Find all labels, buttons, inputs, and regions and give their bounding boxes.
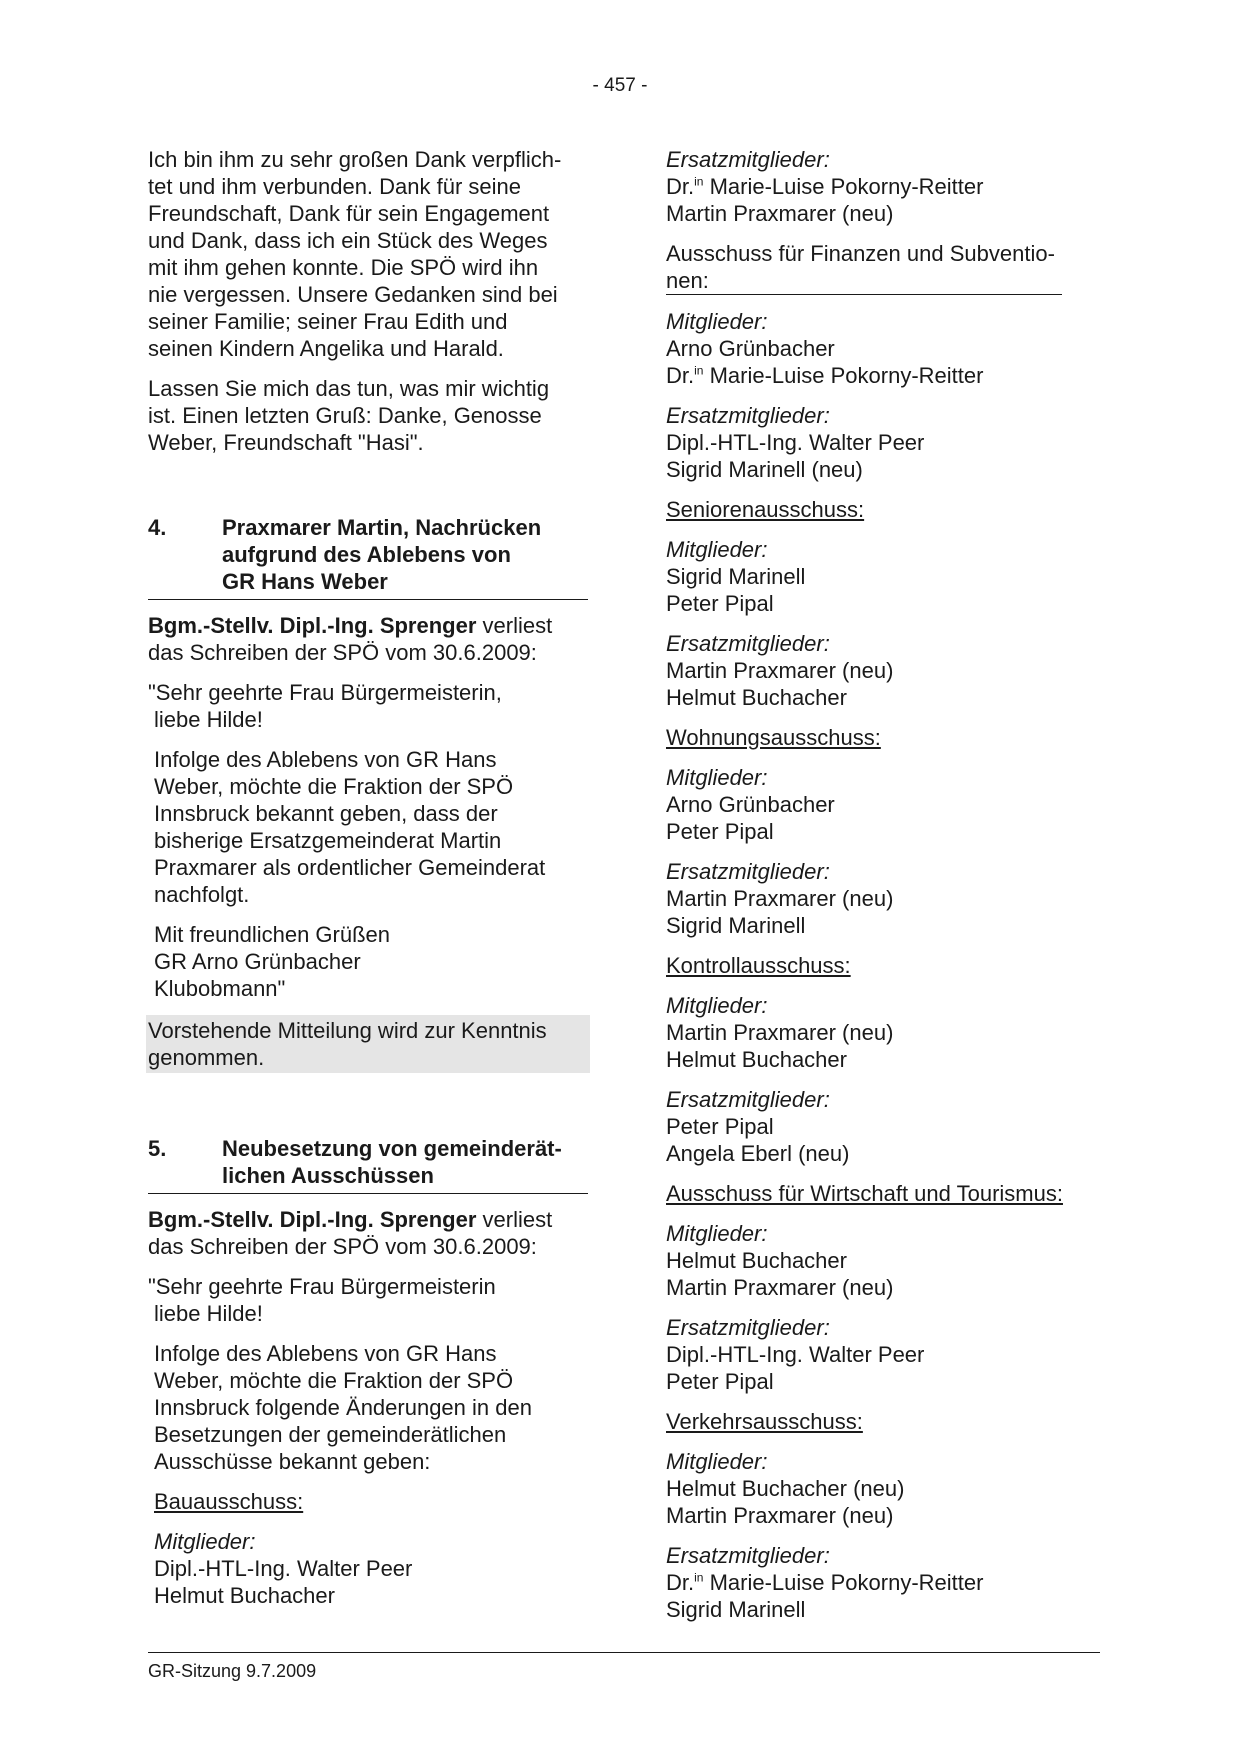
section-4-heading [148, 514, 588, 600]
intro-paragraph: Ich bin ihm zu sehr großen Dank verpflich- tet und ihm verbunden. Dank für seine Freundschaft, Dank für sein Engagement und Dank, dass ich ein Stück des Weges mit ihm gehen konnte. Die SPÖ wird ihn nie vergessen. Unsere Gedanken sind bei seiner Familie; seiner Frau Edith und seinen Kindern Angelika und Harald. [148, 147, 562, 361]
letter-body: Infolge des Ablebens von GR Hans Weber, möchte die Fraktion der SPÖ Innsbruck bekannt geben, dass der bisherige Ersatzgemeinderat Martin Praxmarer als ordentlicher Gemeinderat nachfolgt. [154, 747, 546, 907]
speaker-name: Bgm.-Stellv. Dipl.-Ing. Sprenger [148, 613, 477, 638]
left-column [148, 146, 588, 1622]
bau-substitutes: Ersatzmitglieder: Dr.$^{in}$ Marie-Luise Pokorny-Reitter Martin Praxmarer (neu) [666, 147, 984, 226]
committee-bau-members: Mitglieder: Dipl.-HTL-Ing. Walter Peer Helmut Buchacher [154, 1529, 413, 1608]
committee-senioren-title: Seniorenausschuss: [666, 497, 865, 522]
committee-finanzen-title: Ausschuss für Finanzen und Subventio- nen: [666, 240, 1062, 295]
committee-bau-title: Bauausschuss: [154, 1489, 304, 1514]
page-number: - 457 - [592, 75, 648, 96]
section-5-heading [148, 1135, 588, 1194]
speaker-line: Bgm.-Stellv. Dipl.-Ing. Sprenger verliest das Schreiben der SPÖ vom 30.6.2009: [148, 1207, 553, 1259]
letter-signature: Mit freundlichen Grüßen GR Arno Grünbacher Klubobmann" [154, 922, 390, 1001]
section-title: Neubesetzung von gemeinderät- lichen Ausschüssen [222, 1136, 562, 1188]
kontroll-members: Mitglieder: Martin Praxmarer (neu) Helmut Buchacher [666, 993, 894, 1072]
section-number: 4. [148, 515, 167, 540]
kontroll-substitutes: Ersatzmitglieder: Peter Pipal Angela Eberl (neu) [666, 1087, 850, 1166]
verkehr-members: Mitglieder: Helmut Buchacher (neu) Martin Praxmarer (neu) [666, 1449, 905, 1528]
verkehr-substitutes: Ersatzmitglieder: Dr.$^{in}$ Marie-Luise Pokorny-Reitter Sigrid Marinell [666, 1543, 984, 1622]
committee-wohnung-title: Wohnungsausschuss: [666, 725, 881, 750]
committee-wirtschaft-title: Ausschuss für Wirtschaft und Tourismus: [666, 1181, 1063, 1206]
committee-verkehr-title: Verkehrsausschuss: [666, 1409, 863, 1434]
finanzen-substitutes: Ersatzmitglieder: Dipl.-HTL-Ing. Walter Peer Sigrid Marinell (neu) [666, 403, 925, 482]
speaker-line: Bgm.-Stellv. Dipl.-Ing. Sprenger verliest das Schreiben der SPÖ vom 30.6.2009: [148, 613, 553, 665]
resolution-note: Vorstehende Mitteilung wird zur Kenntnis genommen. [146, 1015, 590, 1073]
committee-kontroll-title: Kontrollausschuss: [666, 953, 851, 978]
section-number: 5. [148, 1136, 167, 1161]
right-column [666, 146, 1098, 1636]
wohnung-substitutes: Ersatzmitglieder: Martin Praxmarer (neu) Sigrid Marinell [666, 859, 894, 938]
footer-divider [148, 1652, 1100, 1653]
senioren-members: Mitglieder: Sigrid Marinell Peter Pipal [666, 537, 806, 616]
wirtschaft-members: Mitglieder: Helmut Buchacher Martin Praxmarer (neu) [666, 1221, 894, 1300]
wirtschaft-substitutes: Ersatzmitglieder: Dipl.-HTL-Ing. Walter Peer Peter Pipal [666, 1315, 925, 1394]
letter-body: Infolge des Ablebens von GR Hans Weber, möchte die Fraktion der SPÖ Innsbruck folgende Änderungen in den Besetzungen der gemeinderätlichen Ausschüsse bekannt geben: [154, 1341, 532, 1474]
speaker-name: Bgm.-Stellv. Dipl.-Ing. Sprenger [148, 1207, 477, 1232]
wohnung-members: Mitglieder: Arno Grünbacher Peter Pipal [666, 765, 835, 844]
footer-session-label: GR-Sitzung 9.7.2009 [148, 1661, 317, 1681]
senioren-substitutes: Ersatzmitglieder: Martin Praxmarer (neu) Helmut Buchacher [666, 631, 894, 710]
finanzen-members: Mitglieder: Arno Grünbacher Dr.$^{in}$ Marie-Luise Pokorny-Reitter [666, 309, 984, 388]
closing-paragraph: Lassen Sie mich das tun, was mir wichtig ist. Einen letzten Gruß: Danke, Genosse Weber, Freundschaft "Hasi". [148, 376, 550, 455]
letter-salutation: "Sehr geehrte Frau Bürgermeisterin, liebe Hilde! [148, 680, 502, 732]
letter-salutation: "Sehr geehrte Frau Bürgermeisterin liebe Hilde! [148, 1274, 496, 1326]
section-title: Praxmarer Martin, Nachrücken aufgrund des Ablebens von GR Hans Weber [222, 515, 542, 594]
